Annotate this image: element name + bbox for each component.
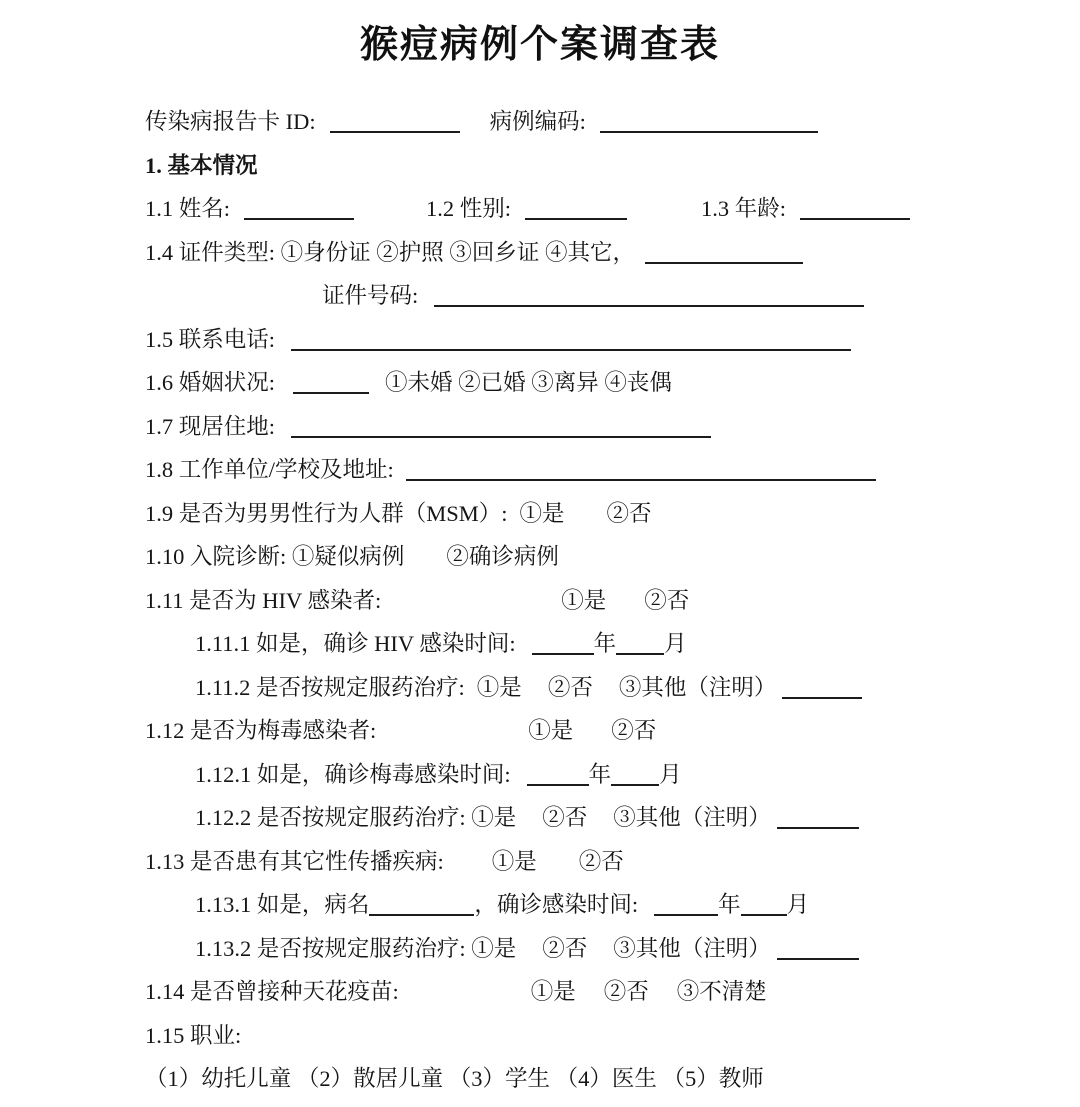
spacer — [369, 388, 385, 390]
line-text: ①是 — [530, 979, 576, 1004]
blank-field — [293, 378, 369, 394]
line-text: 1.13.1 如是，病名 — [195, 892, 370, 917]
line-text: ②否 — [578, 848, 624, 874]
line-text: ③其他（注明） — [613, 805, 771, 830]
spacer — [460, 127, 490, 129]
line-text: ②确诊病例 — [446, 544, 559, 569]
line-text: ②否 — [547, 674, 593, 700]
spacer — [606, 606, 644, 608]
blank-field — [330, 117, 460, 133]
blank-field — [611, 770, 659, 786]
spacer — [508, 519, 520, 521]
blank-field — [777, 813, 859, 829]
line-text: ②否 — [603, 979, 649, 1004]
line-text: ①是 — [491, 848, 537, 874]
line-text: 年 — [588, 761, 612, 787]
blank-field — [777, 944, 859, 960]
spacer — [565, 519, 607, 521]
line-hiv-time — [145, 622, 1060, 666]
blank-field — [600, 117, 818, 133]
line-text: 年 — [593, 631, 617, 656]
line-text: 1.13 是否患有其它性传播疾病: — [145, 848, 444, 874]
line-text: ，确诊感染时间: — [474, 892, 639, 917]
blank-field — [525, 204, 627, 220]
spacer — [444, 867, 492, 869]
spacer — [376, 736, 528, 738]
spacer — [587, 954, 613, 956]
line-text: 1.1 姓名: — [145, 196, 231, 221]
line-text: ②否 — [542, 805, 588, 830]
section-basic-info — [145, 144, 1060, 188]
blank-field — [434, 291, 864, 307]
line-text: 1.2 性别: — [426, 196, 512, 221]
line-text: 1.8 工作单位/学校及地址: — [145, 457, 394, 482]
line-text: ①是 — [519, 500, 565, 526]
line-other-std-treatment — [145, 927, 1060, 971]
spacer — [627, 214, 701, 216]
line-marital-status — [145, 361, 1060, 405]
line-hiv — [145, 579, 1060, 623]
blank-field — [616, 639, 664, 655]
spacer — [638, 910, 654, 912]
line-text: ②否 — [644, 587, 690, 613]
blank-field — [244, 204, 354, 220]
line-text: ①是 — [561, 587, 607, 613]
spacer — [316, 127, 330, 129]
blank-field — [532, 639, 594, 655]
line-text: 1.5 联系电话: — [145, 326, 276, 352]
spacer — [593, 693, 619, 695]
spacer — [418, 301, 434, 303]
line-name-gender-age — [145, 187, 1060, 231]
spacer — [516, 823, 542, 825]
line-text: ①是 — [528, 718, 574, 743]
line-other-std-time — [145, 883, 1060, 927]
line-text: 月 — [786, 892, 810, 917]
line-report-card-id — [145, 100, 1060, 144]
spacer — [511, 780, 527, 782]
line-id-type — [145, 231, 1060, 275]
line-text: 1.10 入院诊断: ①疑似病例 — [145, 544, 405, 569]
line-other-std — [145, 840, 1060, 884]
spacer — [275, 432, 291, 434]
line-msm — [145, 492, 1060, 536]
line-text: 1.14 是否曾接种天花疫苗: — [145, 979, 399, 1004]
spacer — [516, 954, 542, 956]
line-text: 证件号码: — [322, 283, 419, 308]
line-residence — [145, 405, 1060, 449]
line-phone — [145, 318, 1060, 362]
spacer — [404, 562, 446, 564]
line-occupation — [145, 1014, 1060, 1058]
line-text: ①未婚 ②已婚 ③离异 ④丧偶 — [385, 370, 672, 395]
line-text: 月 — [664, 631, 687, 656]
blank-field — [291, 422, 711, 438]
spacer — [586, 127, 600, 129]
line-text: 传染病报告卡 ID: — [145, 109, 316, 134]
line-text: 1.6 婚姻状况: — [145, 370, 276, 395]
spacer — [537, 867, 579, 869]
line-admission-diagnosis — [145, 535, 1060, 579]
form-title: 猴痘病例个案调查表 — [359, 24, 720, 66]
line-text: 1.4 证件类型: ①身份证 ②护照 ③回乡证 ④其它， — [145, 239, 636, 265]
line-text: 1. 基本情况 — [145, 152, 258, 178]
line-text: 1.11 是否为 HIV 感染者: — [145, 587, 382, 613]
blank-field — [406, 465, 876, 481]
line-smallpox-vaccine — [145, 970, 1060, 1014]
line-text: （1）幼托儿童 （2）散居儿童 （3）学生 （4）医生 （5）教师 — [145, 1066, 764, 1091]
blank-field — [645, 248, 803, 264]
form-body — [0, 100, 1080, 1101]
line-text: ③不清楚 — [676, 979, 767, 1004]
blank-field — [291, 335, 851, 351]
spacer — [573, 736, 611, 738]
spacer — [786, 214, 800, 216]
blank-field — [800, 204, 910, 220]
line-text: ③其他（注明） — [613, 935, 771, 961]
line-occupation-options — [145, 1057, 1060, 1101]
line-text: ②否 — [542, 935, 588, 961]
spacer — [511, 214, 525, 216]
line-text: 病例编码: — [489, 109, 586, 134]
blank-field — [369, 900, 474, 916]
line-text: 1.11.2 是否按规定服药治疗: — [195, 674, 465, 700]
spacer — [635, 258, 645, 260]
spacer — [399, 997, 531, 999]
line-syphilis-time — [145, 753, 1060, 797]
line-text: 1.15 职业: — [145, 1022, 242, 1048]
line-syphilis — [145, 709, 1060, 753]
spacer — [465, 693, 477, 695]
spacer — [275, 345, 291, 347]
spacer — [649, 997, 677, 999]
blank-field — [741, 900, 787, 916]
spacer — [230, 214, 244, 216]
line-text: 1.7 现居住地: — [145, 413, 276, 439]
line-text: 1.13.2 是否按规定服药治疗: ①是 — [195, 935, 517, 961]
blank-field — [782, 683, 862, 699]
spacer — [587, 823, 613, 825]
line-id-number — [145, 274, 1060, 318]
line-text: 1.12.2 是否按规定服药治疗: ①是 — [195, 805, 517, 830]
blank-field — [654, 900, 718, 916]
line-text: 1.9 是否为男男性行为人群（MSM）: — [145, 500, 508, 526]
line-text: ②否 — [611, 718, 657, 743]
spacer — [354, 214, 426, 216]
line-text: 月 — [659, 761, 682, 787]
line-hiv-treatment — [145, 666, 1060, 710]
line-text: 1.12 是否为梅毒感染者: — [145, 718, 377, 743]
spacer — [394, 475, 406, 477]
blank-field — [527, 770, 589, 786]
line-text: 年 — [718, 892, 741, 917]
line-text: 1.12.1 如是，确诊梅毒感染时间: — [195, 761, 511, 787]
spacer — [516, 649, 532, 651]
line-syphilis-treatment — [145, 796, 1060, 840]
line-text: ②否 — [606, 500, 652, 526]
spacer — [275, 388, 293, 390]
line-text: ③其他（注明） — [618, 674, 777, 700]
spacer — [381, 606, 561, 608]
line-text: ①是 — [476, 674, 522, 700]
line-text: 1.3 年龄: — [701, 196, 787, 221]
spacer — [576, 997, 604, 999]
line-text: 1.11.1 如是，确诊 HIV 感染时间: — [195, 631, 516, 656]
spacer — [522, 693, 548, 695]
line-work-unit — [145, 448, 1060, 492]
